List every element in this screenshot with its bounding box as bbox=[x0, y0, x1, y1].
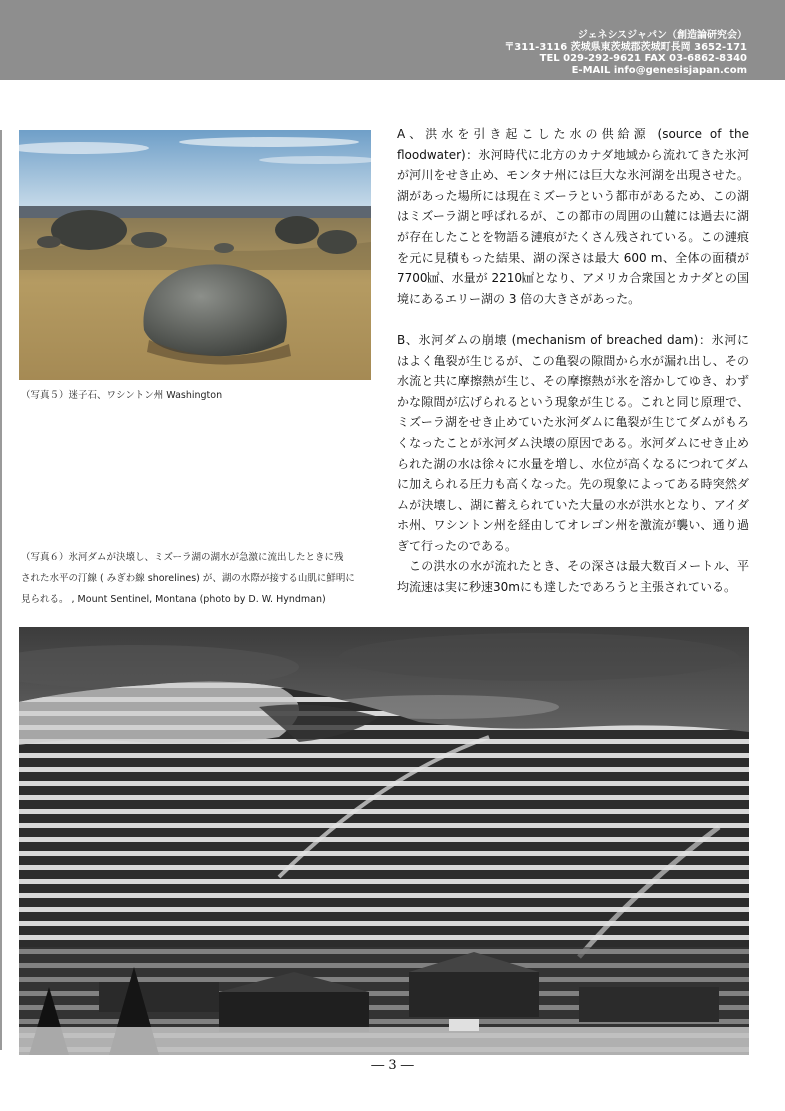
erratic-boulder-image bbox=[19, 130, 371, 380]
page-header bbox=[0, 0, 785, 80]
page-number: ― 3 ― bbox=[371, 1058, 414, 1073]
caption-line: （写真６）氷河ダムが決壊し、ミズーラ湖の湖水が急激に流出したときに残 bbox=[21, 552, 344, 563]
margin-rule bbox=[0, 130, 2, 1050]
paragraph-b: B、氷河ダムの崩壊 (mechanism of breached dam)：氷河にはよく亀裂が生じるが、この亀裂の隙間から水が漏れ出し、その水流と共に摩擦熱が生じ、その摩擦熱が氷を溶かしてゆき、わずかな隙間が広げられるという現象が生じる。これと同じ原理で、ミズーラ湖をせき止めていた氷河ダムに亀裂が生じてダムがもろくなったことが氷河ダム決壊の原因である。氷河ダムにせき止められた湖の水は徐々に水量を増し、水位が高くなるにつれてダムに加えられる圧力も高くなった。先の現象によってある時突然ダムが決壊し、湖に蓄えられていた大量の水が洪水となり、アイダホ州、ワシントン州を経由してオレゴン州を激流が襲い、通り過ぎて行ったのである。 bbox=[397, 332, 749, 553]
phone-fax: TEL 029-292-9621 FAX 03-6862-8340 bbox=[539, 53, 747, 64]
photo6-caption bbox=[21, 547, 371, 610]
shoreline-hillside-image bbox=[19, 627, 749, 1055]
photo-mount-sentinel-shorelines bbox=[19, 627, 749, 1055]
photo5-caption: （写真５）迷子石、ワシントン州 Washington bbox=[21, 390, 223, 401]
address: 〒311-3116 茨城県東茨城郡茨城町長岡 3652-171 bbox=[504, 41, 747, 53]
caption-line: 見られる。 , Mount Sentinel, Montana (photo by D. W. Hyndman) bbox=[21, 594, 326, 605]
photo-erratic-boulders bbox=[19, 130, 371, 380]
paragraph-c: この洪水の水が流れたとき、その深さは最大数百メートル、平均流速は実に秒速30mにも達したであろうと主張されている。 bbox=[397, 559, 749, 595]
org-name: ジェネシスジャパン（創造論研究会） bbox=[577, 30, 747, 41]
caption-line: された水平の汀線 ( みぎわ線 shorelines) が、湖の水際が接する山肌に鮮明に bbox=[21, 573, 355, 584]
article-body bbox=[397, 124, 749, 598]
email: E-MAIL info@genesisjapan.com bbox=[571, 64, 747, 76]
paragraph-a: A、洪水を引き起こした水の供給源 (source of the floodwater)：氷河時代に北方のカナダ地域から流れてきた氷河が河川をせき止め、モンタナ州には巨大な氷河湖を出現させた。湖があった場所には現在ミズーラという都市があるため、この湖はミズーラ湖と呼ばれるが、この都市の周囲の山麓には過去に湖が存在したことを物語る漣痕がたくさん残されている。この漣痕を元に見積もった結果、湖の深さは最大 600 m、全体の面積が7700㎢、水量が 2210㎢となり、アメリカ合衆国とカナダとの国境にあるエリー湖の 3 倍の大きさがあった。 bbox=[397, 127, 749, 306]
contact-info bbox=[504, 30, 747, 76]
